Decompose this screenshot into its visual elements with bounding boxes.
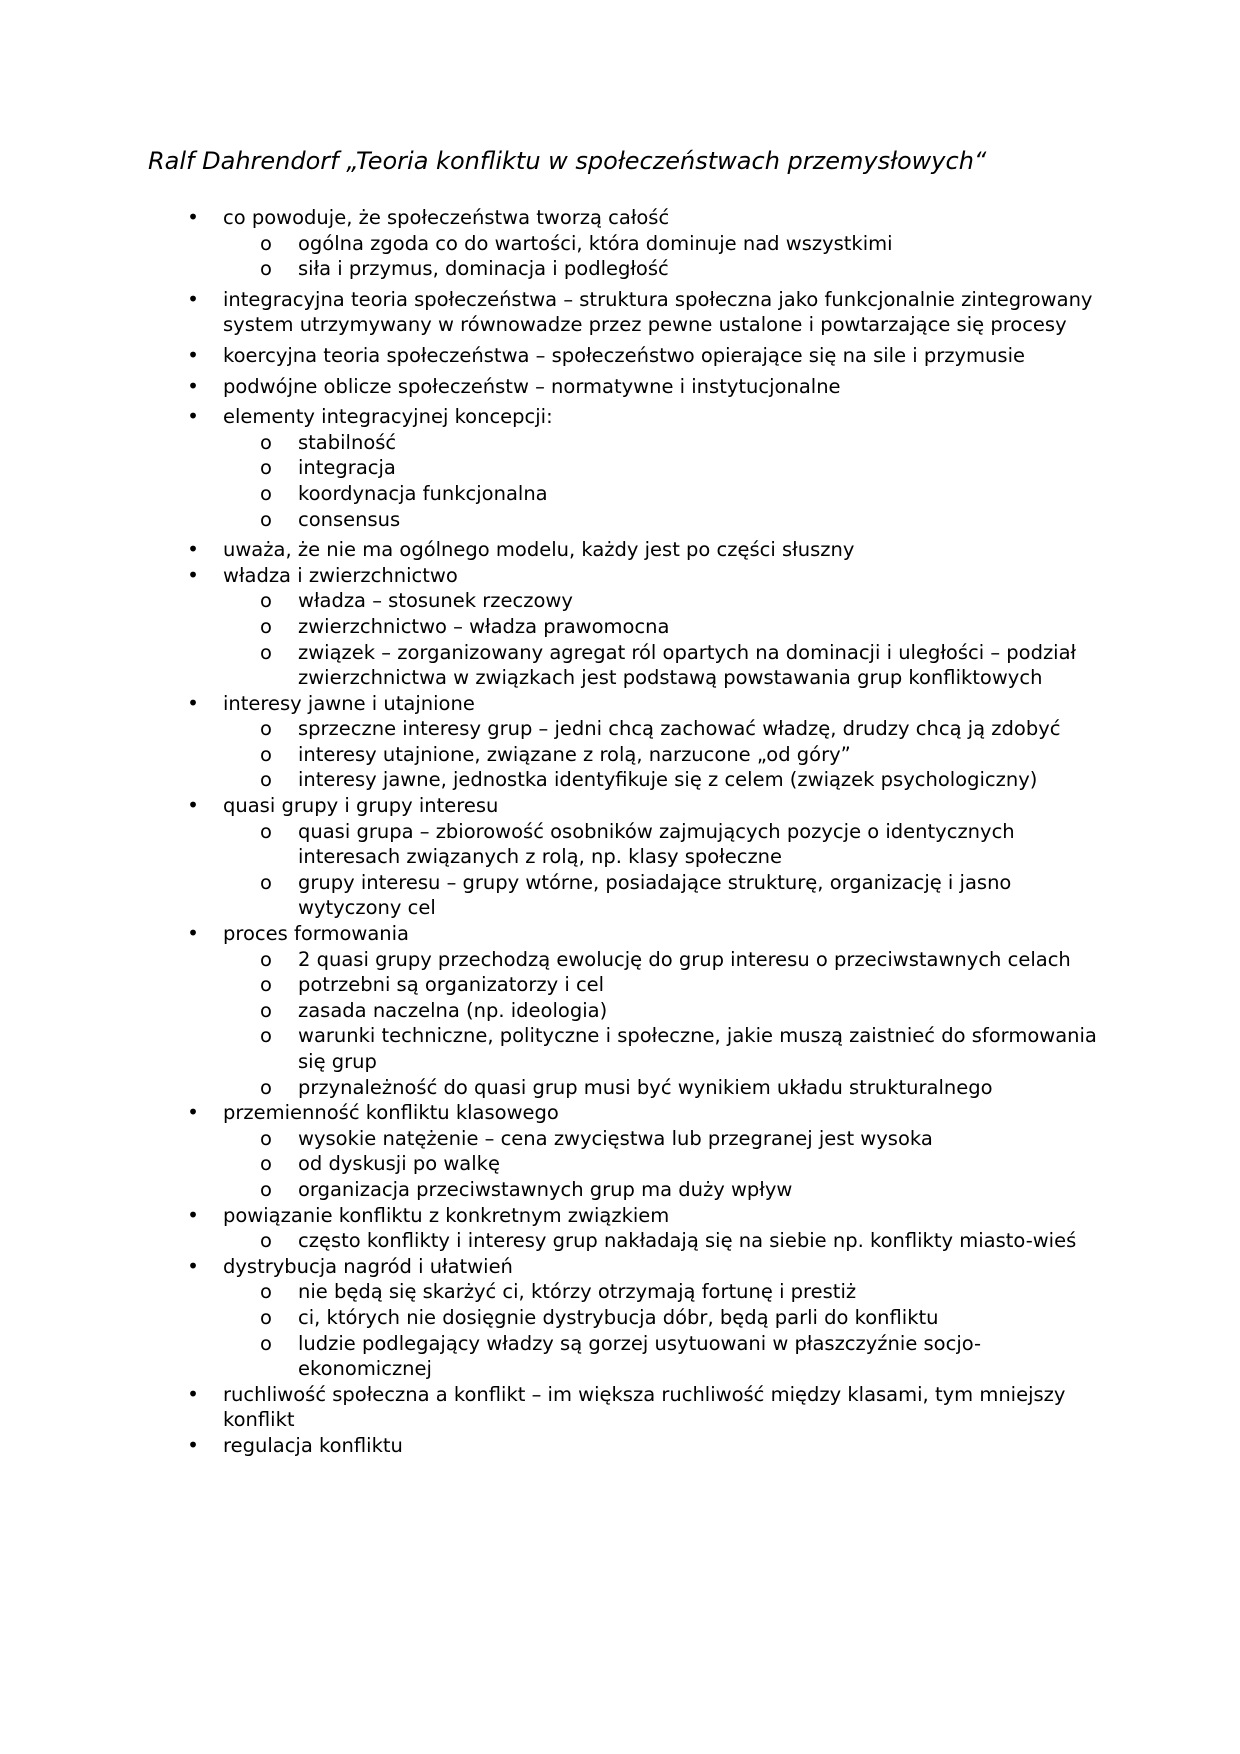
sub-list-item-text: ludzie podlegający władzy są gorzej usytuowani w płaszczyźnie socjo-ekonomicznej xyxy=(298,1331,982,1381)
list-item xyxy=(0,1382,1103,1433)
sub-list-item-text: siła i przymus, dominacja i podległość xyxy=(298,257,669,281)
list-item xyxy=(0,793,1103,921)
sub-list-item-text: sprzeczne interesy grup – jedni chcą zachować władzę, drudzy chcą ją zdobyć xyxy=(298,717,1061,741)
list-item xyxy=(0,1100,1103,1202)
sub-list-item xyxy=(223,1177,1108,1203)
sub-list-item xyxy=(223,1023,1108,1074)
sub-list-item-text: quasi grupa – zbiorowość osobników zajmujących pozycje o identycznych interesach związanych z rolą, np. klasy społeczne xyxy=(298,819,1015,869)
bullet-icon: • xyxy=(187,1100,199,1125)
sub-list-item-text: władza – stosunek rzeczowy xyxy=(298,589,573,613)
circle-bullet-icon: o xyxy=(260,589,272,613)
sub-list-item-text: stabilność xyxy=(298,430,397,454)
list-item xyxy=(0,1433,1103,1459)
sub-list xyxy=(223,716,1103,793)
list-item xyxy=(0,563,1103,691)
list-item xyxy=(0,921,1103,1100)
sub-list-item-text: consensus xyxy=(298,507,401,531)
list-item-text: regulacja konfliktu xyxy=(223,1433,403,1457)
list-item-text: koercyjna teoria społeczeństwa – społeczeństwo opierające się na sile i przymusie xyxy=(223,343,1025,367)
sub-list-item-text: nie będą się skarżyć ci, którzy otrzymają fortunę i prestiż xyxy=(298,1280,857,1304)
list-item-text: podwójne oblicze społeczeństw – normatywne i instytucjonalne xyxy=(223,374,841,398)
circle-bullet-icon: o xyxy=(260,742,272,766)
sub-list-item-text: organizacja przeciwstawnych grup ma duży wpływ xyxy=(298,1177,793,1201)
sub-list-item-text: koordynacja funkcjonalna xyxy=(298,481,548,505)
sub-list xyxy=(223,588,1103,690)
sub-list-item xyxy=(223,430,1108,456)
circle-bullet-icon: o xyxy=(260,614,272,638)
sub-list-item-text: potrzebni są organizatorzy i cel xyxy=(298,973,605,997)
list-item xyxy=(0,537,1103,563)
sub-list xyxy=(223,231,1103,282)
sub-list-item-text: ogólna zgoda co do wartości, która dominuje nad wszystkimi xyxy=(298,231,893,255)
circle-bullet-icon: o xyxy=(260,231,272,255)
circle-bullet-icon: o xyxy=(260,1152,272,1176)
circle-bullet-icon: o xyxy=(260,768,272,792)
sub-list-item xyxy=(223,640,1108,691)
bullet-icon: • xyxy=(187,286,199,311)
circle-bullet-icon: o xyxy=(260,1229,272,1253)
sub-list-item xyxy=(223,507,1108,533)
sub-list xyxy=(223,819,1103,921)
circle-bullet-icon: o xyxy=(260,819,272,843)
sub-list-item xyxy=(223,1331,1108,1382)
sub-list-item-text: zasada naczelna (np. ideologia) xyxy=(298,998,608,1022)
sub-list-item xyxy=(223,231,1108,257)
sub-list-item xyxy=(223,1075,1108,1101)
circle-bullet-icon: o xyxy=(260,870,272,894)
sub-list-item-text: warunki techniczne, polityczne i społeczne, jakie muszą zaistnieć do sformowania się grup xyxy=(298,1024,1097,1073)
list-item-text: co powoduje, że społeczeństwa tworzą całość xyxy=(223,206,670,229)
circle-bullet-icon: o xyxy=(260,1331,272,1355)
list-item xyxy=(0,1203,1103,1254)
bullet-icon: • xyxy=(187,404,199,429)
circle-bullet-icon: o xyxy=(260,998,272,1022)
bullet-icon: • xyxy=(187,1381,199,1406)
sub-list-item xyxy=(223,481,1108,507)
sub-list xyxy=(223,1228,1103,1254)
list-item xyxy=(0,404,1103,532)
circle-bullet-icon: o xyxy=(260,430,272,454)
sub-list-item-text: 2 quasi grupy przechodzą ewolucję do grup interesu o przeciwstawnych celach xyxy=(298,947,1071,971)
sub-list xyxy=(223,1279,1103,1381)
sub-list-item xyxy=(223,1151,1108,1177)
list-item-text: elementy integracyjnej koncepcji: xyxy=(223,405,553,429)
document-title: Ralf Dahrendorf „Teoria konfliktu w społeczeństwach przemysłowych“ xyxy=(148,147,987,175)
sub-list-item-text: związek – zorganizowany agregat ról opartych na dominacji i uległości – podział zwierzchnictwa w związkach jest podstawą powstawania grup konfliktowych xyxy=(298,640,1077,690)
list-item-text: ruchliwość społeczna a konflikt – im większa ruchliwość między klasami, tym mniejszy konflikt xyxy=(223,1382,1066,1432)
bullet-icon: • xyxy=(187,921,199,946)
circle-bullet-icon: o xyxy=(260,1280,272,1304)
list-item xyxy=(0,374,1103,400)
sub-list-item xyxy=(223,742,1108,768)
bullet-icon: • xyxy=(187,690,199,715)
sub-list-item-text: od dyskusji po walkę xyxy=(298,1152,500,1176)
sub-list xyxy=(223,1126,1103,1203)
list-item-text: uważa, że nie ma ogólnego modelu, każdy jest po części słuszny xyxy=(223,538,855,562)
list-item-text: interesy jawne i utajnione xyxy=(223,691,475,715)
sub-list-item-text: interesy jawne, jednostka identyfikuje się z celem (związek psychologiczny) xyxy=(298,768,1038,792)
list-item xyxy=(0,205,1103,282)
circle-bullet-icon: o xyxy=(260,973,272,997)
bullet-icon: • xyxy=(187,537,199,562)
list-item xyxy=(0,691,1103,793)
sub-list xyxy=(223,947,1103,1101)
circle-bullet-icon: o xyxy=(260,1177,272,1201)
sub-list-item xyxy=(223,1228,1108,1254)
bullet-list xyxy=(0,205,1240,1459)
circle-bullet-icon: o xyxy=(260,507,272,531)
sub-list-item xyxy=(223,972,1108,998)
list-item-text: proces formowania xyxy=(223,922,409,946)
sub-list-item xyxy=(223,256,1108,282)
sub-list-item xyxy=(223,1305,1108,1331)
circle-bullet-icon: o xyxy=(260,456,272,480)
circle-bullet-icon: o xyxy=(260,640,272,664)
sub-list-item xyxy=(223,947,1108,973)
sub-list xyxy=(223,430,1103,532)
sub-list-item xyxy=(223,455,1108,481)
list-item-text: dystrybucja nagród i ułatwień xyxy=(223,1254,513,1278)
sub-list-item xyxy=(223,614,1108,640)
circle-bullet-icon: o xyxy=(260,947,272,971)
sub-list-item-text: ci, których nie dosięgnie dystrybucja dóbr, będą parli do konfliktu xyxy=(298,1305,939,1329)
bullet-icon: • xyxy=(187,1432,199,1457)
sub-list-item xyxy=(223,870,1108,921)
bullet-icon: • xyxy=(187,373,199,398)
bullet-icon: • xyxy=(187,205,199,229)
sub-list-item-text: wysokie natężenie – cena zwycięstwa lub przegranej jest wysoka xyxy=(298,1126,933,1150)
sub-list-item-text: integracja xyxy=(298,456,396,480)
bullet-icon: • xyxy=(187,562,199,587)
bullet-icon: • xyxy=(187,1202,199,1227)
list-item-text: przemienność konfliktu klasowego xyxy=(223,1101,559,1125)
sub-list-item-text: grupy interesu – grupy wtórne, posiadające strukturę, organizację i jasno wytyczony cel xyxy=(298,870,1012,920)
sub-list-item-text: zwierzchnictwo – władza prawomocna xyxy=(298,614,670,638)
circle-bullet-icon: o xyxy=(260,1075,272,1099)
list-item xyxy=(0,1254,1103,1382)
circle-bullet-icon: o xyxy=(260,1126,272,1150)
sub-list-item xyxy=(223,767,1108,793)
sub-list-item-text: często konflikty i interesy grup nakładają się na siebie np. konflikty miasto-wieś xyxy=(298,1229,1077,1253)
sub-list-item-text: przynależność do quasi grup musi być wynikiem układu strukturalnego xyxy=(298,1075,993,1099)
list-item-text: integracyjna teoria społeczeństwa – struktura społeczna jako funkcjonalnie zintegrowany system utrzymywany w równowadze przez pewne ustalone i powtarzające się procesy xyxy=(223,287,1093,337)
circle-bullet-icon: o xyxy=(260,717,272,741)
list-item-text: władza i zwierzchnictwo xyxy=(223,563,458,587)
list-item xyxy=(0,343,1103,369)
bullet-icon: • xyxy=(187,1253,199,1278)
list-item xyxy=(0,287,1103,338)
sub-list-item xyxy=(223,716,1108,742)
list-item-text: quasi grupy i grupy interesu xyxy=(223,794,499,818)
circle-bullet-icon: o xyxy=(260,481,272,505)
sub-list-item xyxy=(223,1279,1108,1305)
sub-list-item xyxy=(223,998,1108,1024)
sub-list-item xyxy=(223,819,1108,870)
bullet-icon: • xyxy=(187,342,199,367)
sub-list-item-text: interesy utajnione, związane z rolą, narzucone „od góry” xyxy=(298,742,851,766)
list-item-text: powiązanie konfliktu z konkretnym związkiem xyxy=(223,1203,670,1227)
bullet-icon: • xyxy=(187,793,199,818)
circle-bullet-icon: o xyxy=(260,1305,272,1329)
circle-bullet-icon: o xyxy=(260,1024,272,1048)
sub-list-item xyxy=(223,588,1108,614)
circle-bullet-icon: o xyxy=(260,257,272,281)
sub-list-item xyxy=(223,1126,1108,1152)
